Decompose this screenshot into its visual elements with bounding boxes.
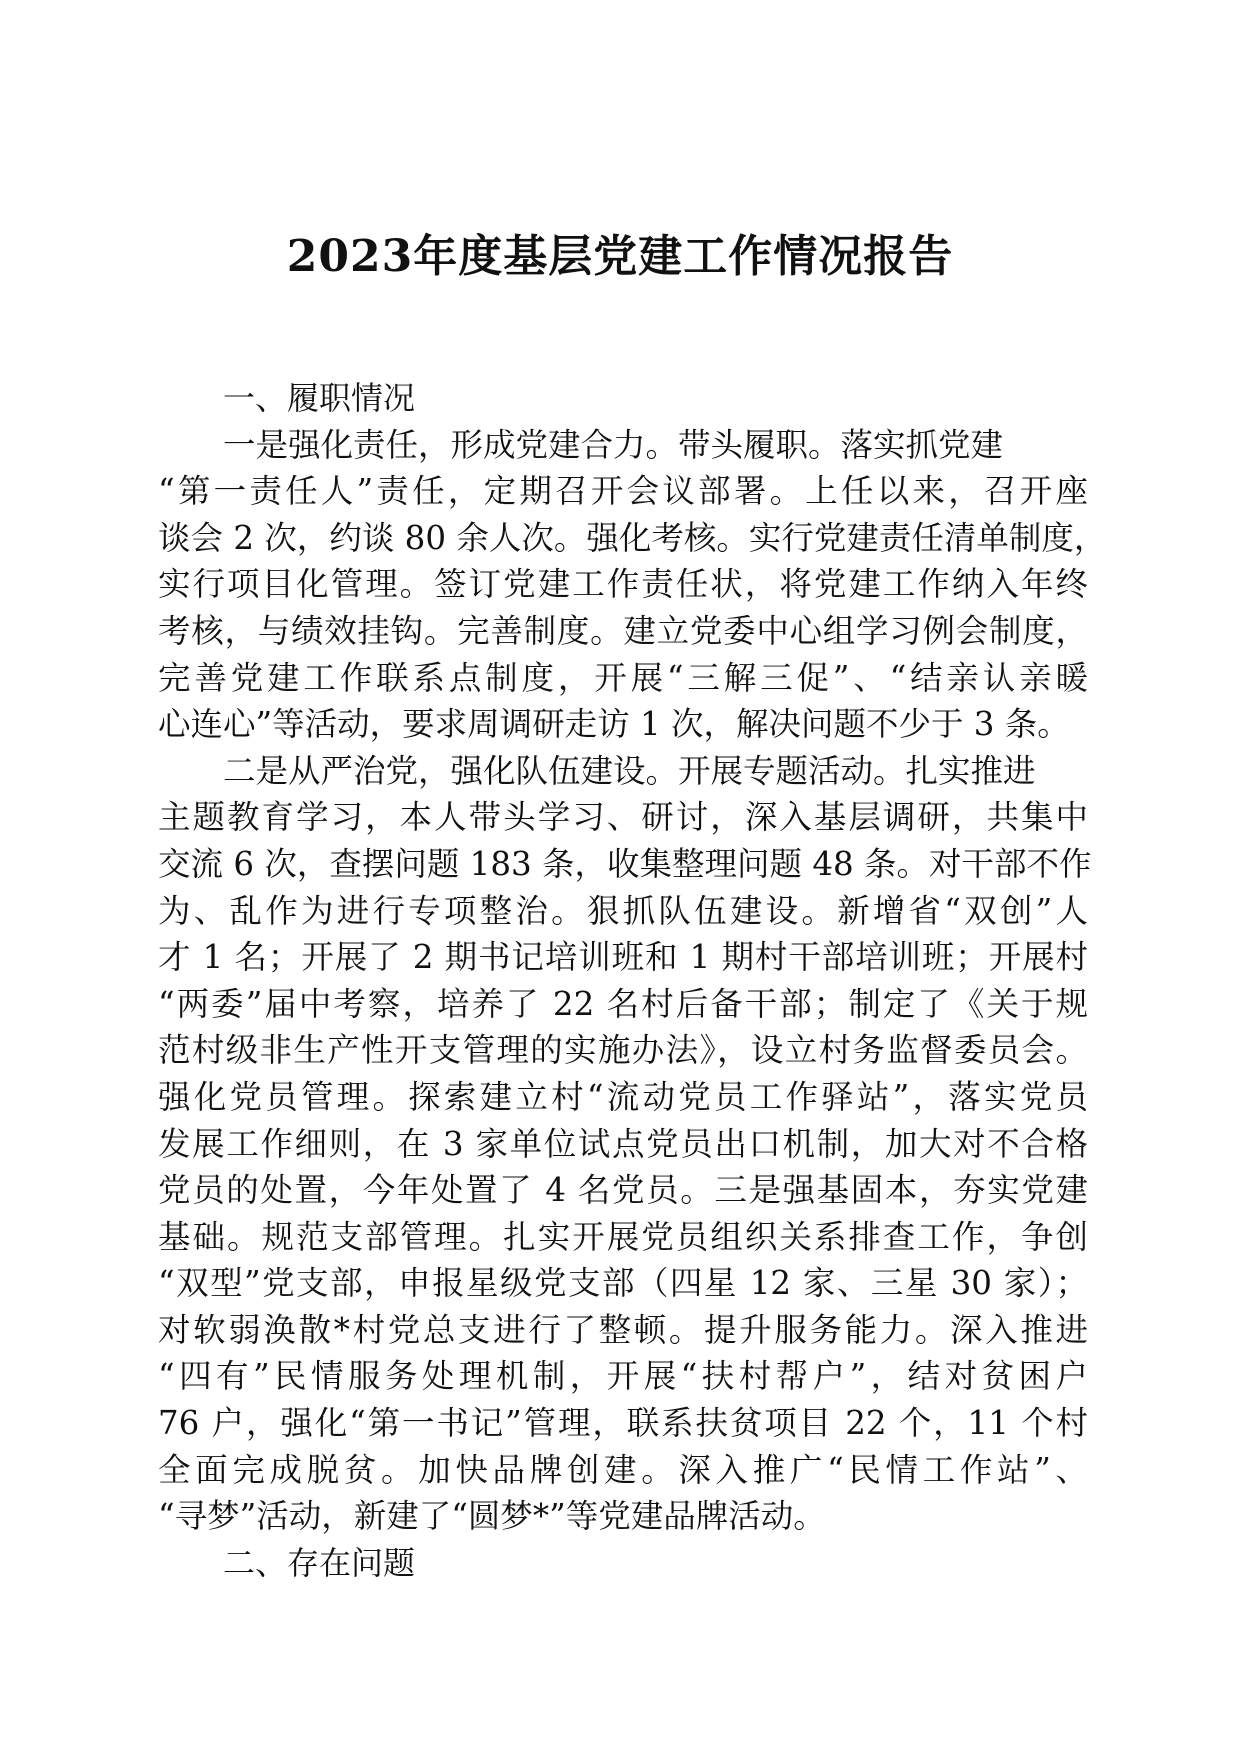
paragraph-line: 76 户，强化“第一书记”管理，联系扶贫项目 22 个，11 个村 <box>158 1404 1088 1443</box>
section-heading: 一、履职情况 <box>223 379 416 417</box>
paragraph-line: 二是从严治党，强化队伍建设。开展专题活动。扎实推进 <box>223 751 1036 790</box>
document-body <box>158 375 1107 1586</box>
paragraph-line: 完善党建工作联系点制度，开展“三解三促”、“结亲认亲暖 <box>158 658 1088 697</box>
paragraph-line: “双型”党支部，申报星级党支部（四星 12 家、三星 30 家）； <box>158 1264 1088 1303</box>
paragraph-line: 范村级非生产性开支管理的实施办法》，设立村务监督委员会。 <box>158 1031 1088 1070</box>
paragraph-line: 发展工作细则，在 3 家单位试点党员出口机制，加大对不合格 <box>158 1124 1088 1163</box>
paragraph-line: 对软弱涣散*村党总支进行了整顿。提升服务能力。深入推进 <box>158 1310 1088 1349</box>
paragraph-line: 谈会 2 次，约谈 80 余人次。强化考核。实行党建责任清单制度， <box>158 518 1107 557</box>
paragraph-line: “两委”届中考察，培养了 22 名村后备干部；制定了《关于规 <box>158 984 1088 1023</box>
paragraph-line: 为、乱作为进行专项整治。狠抓队伍建设。新增省“双创”人 <box>158 891 1088 930</box>
paragraph-line: 主题教育学习，本人带头学习、研讨，深入基层调研，共集中 <box>158 798 1088 837</box>
paragraph-line: 心连心”等活动，要求周调研走访 1 次，解决问题不少于 3 条。 <box>158 705 1070 744</box>
paragraph-line: 一是强化责任，形成党建合力。带头履职。落实抓党建 <box>223 425 1004 464</box>
document-title: 2023年度基层党建工作情况报告 <box>286 231 954 282</box>
paragraph-line: 基础。规范支部管理。扎实开展党员组织关系排查工作，争创 <box>158 1217 1088 1256</box>
paragraph-line: “第一责任人”责任，定期召开会议部署。上任以来，召开座 <box>158 472 1088 511</box>
paragraph-line: 实行项目化管理。签订党建工作责任状，将党建工作纳入年终 <box>158 565 1088 604</box>
paragraph-line: 才 1 名；开展了 2 期书记培训班和 1 期村干部培训班；开展村 <box>158 938 1088 977</box>
section-heading: 二、存在问题 <box>223 1543 416 1582</box>
paragraph-line: 全面完成脱贫。加快品牌创建。深入推广“民情工作站”、 <box>158 1450 1088 1489</box>
paragraph-line: 党员的处置，今年处置了 4 名党员。三是强基固本，夯实党建 <box>158 1171 1088 1210</box>
paragraph-line: “寻梦”活动，新建了“圆梦*”等党建品牌活动。 <box>158 1497 826 1536</box>
paragraph-line: “四有”民情服务处理机制，开展“扶村帮户”，结对贫困户 <box>158 1357 1088 1396</box>
paragraph-line: 强化党员管理。探索建立村“流动党员工作驿站”，落实党员 <box>158 1077 1088 1116</box>
paragraph-line: 交流 6 次，查摆问题 183 条，收集整理问题 48 条。对干部不作 <box>158 844 1092 883</box>
paragraph-line: 考核，与绩效挂钩。完善制度。建立党委中心组学习例会制度， <box>158 611 1088 650</box>
